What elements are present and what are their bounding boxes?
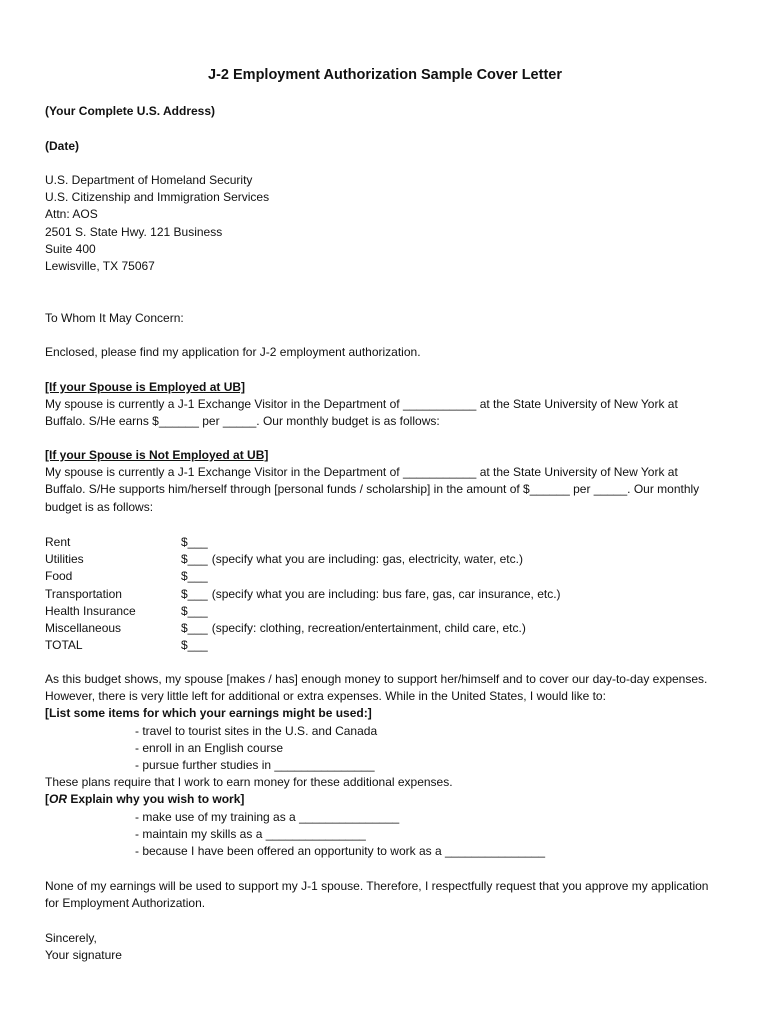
recipient-address [45, 172, 726, 275]
budget-note: (specify what you are including: gas, electricity, water, etc.) [211, 552, 523, 567]
budget-label: Rent [45, 535, 71, 549]
recipient-line: Lewisville, TX 75067 [45, 259, 155, 274]
salutation: To Whom It May Concern: [45, 311, 184, 325]
budget-label: Utilities [45, 552, 84, 567]
final-paragraph [45, 878, 726, 912]
earnings-list-heading: [List some items for which your earnings might be used:] [45, 706, 372, 721]
employed-line: Buffalo. S/He earns $______ per _____. Our monthly budget is as follows: [45, 414, 440, 429]
budget-amount: $___ [181, 552, 208, 567]
budget-label: Health Insurance [45, 603, 136, 618]
budget-amount: $___ [181, 569, 208, 584]
budget-row [45, 586, 726, 603]
budget-amount: $___ [181, 620, 208, 635]
work-reason-item: - because I have been offered an opportunity to work as a _______________ [135, 844, 546, 859]
work-reason-item: - make use of my training as a _______________ [135, 809, 400, 824]
employed-section [45, 379, 726, 431]
recipient-line: U.S. Citizenship and Immigration Services [45, 190, 270, 205]
budget-row [45, 551, 726, 568]
budget-paragraph-line: However, there is very little left for additional or extra expenses. While in the United States, I would like to: [45, 689, 606, 704]
signature-placeholder: Your signature [45, 948, 122, 963]
work-heading-text: Explain why you wish to work] [67, 792, 245, 807]
budget-row [45, 568, 726, 585]
not-employed-heading: [If your Spouse is Not Employed at UB] [45, 448, 269, 462]
budget-row [45, 603, 726, 620]
bracket: [ [45, 792, 49, 807]
earnings-list-item: - travel to tourist sites in the U.S. and Canada [135, 723, 378, 738]
earnings-list-item: - enroll in an English course [135, 740, 284, 755]
budget-paragraph [45, 671, 726, 860]
budget-label: Miscellaneous [45, 620, 122, 635]
budget-label: TOTAL [45, 638, 83, 653]
work-reason-heading [45, 791, 726, 808]
employed-line: My spouse is currently a J-1 Exchange Visitor in the Department of ___________ at the State University of New York at [45, 397, 678, 412]
final-paragraph-line: None of my earnings will be used to support my J-1 spouse. Therefore, I respectfully request that you approve my application [45, 879, 709, 893]
budget-note: (specify what you are including: bus fare, gas, car insurance, etc.) [211, 586, 561, 601]
closing-text: Sincerely, [45, 931, 97, 945]
budget-row [45, 534, 726, 551]
budget-row [45, 637, 726, 654]
sender-address: (Your Complete U.S. Address) [45, 104, 216, 118]
work-reason-item: - maintain my skills as a _______________ [135, 826, 366, 841]
earnings-list-item: - pursue further studies in _______________ [135, 758, 375, 773]
budget-table [45, 534, 726, 654]
budget-paragraph-line: As this budget shows, my spouse [makes / has] enough money to support her/himself and to cover our day-to-day expenses. [45, 672, 708, 686]
budget-label: Transportation [45, 586, 122, 601]
plans-sentence: These plans require that I work to earn money for these additional expenses. [45, 775, 453, 790]
not-employed-section [45, 447, 726, 516]
budget-row [45, 620, 726, 637]
or-emphasis: OR [49, 792, 67, 807]
budget-amount: $___ [181, 535, 208, 549]
not-employed-line: Buffalo. S/He supports him/herself through [personal funds / scholarship] in the amount of $______ per _____. Our monthly [45, 482, 700, 497]
not-employed-line: My spouse is currently a J-1 Exchange Visitor in the Department of ___________ at the State University of New York at [45, 465, 678, 480]
recipient-line: U.S. Department of Homeland Security [45, 173, 253, 187]
budget-amount: $___ [181, 603, 208, 618]
letter-date: (Date) [45, 139, 80, 153]
budget-amount: $___ [181, 586, 208, 601]
intro-paragraph: Enclosed, please find my application for J-2 employment authorization. [45, 345, 421, 359]
recipient-line: Suite 400 [45, 241, 96, 256]
recipient-line: Attn: AOS [45, 207, 98, 222]
budget-note: (specify: clothing, recreation/entertainment, child care, etc.) [211, 620, 526, 635]
budget-amount: $___ [181, 638, 208, 653]
employed-heading: [If your Spouse is Employed at UB] [45, 380, 246, 394]
budget-label: Food [45, 569, 73, 584]
recipient-line: 2501 S. State Hwy. 121 Business [45, 224, 223, 239]
closing-block [45, 930, 726, 964]
not-employed-line: budget is as follows: [45, 499, 154, 514]
letter-title: J-2 Employment Authorization Sample Cover Letter [208, 67, 562, 83]
final-paragraph-line: for Employment Authorization. [45, 896, 206, 911]
